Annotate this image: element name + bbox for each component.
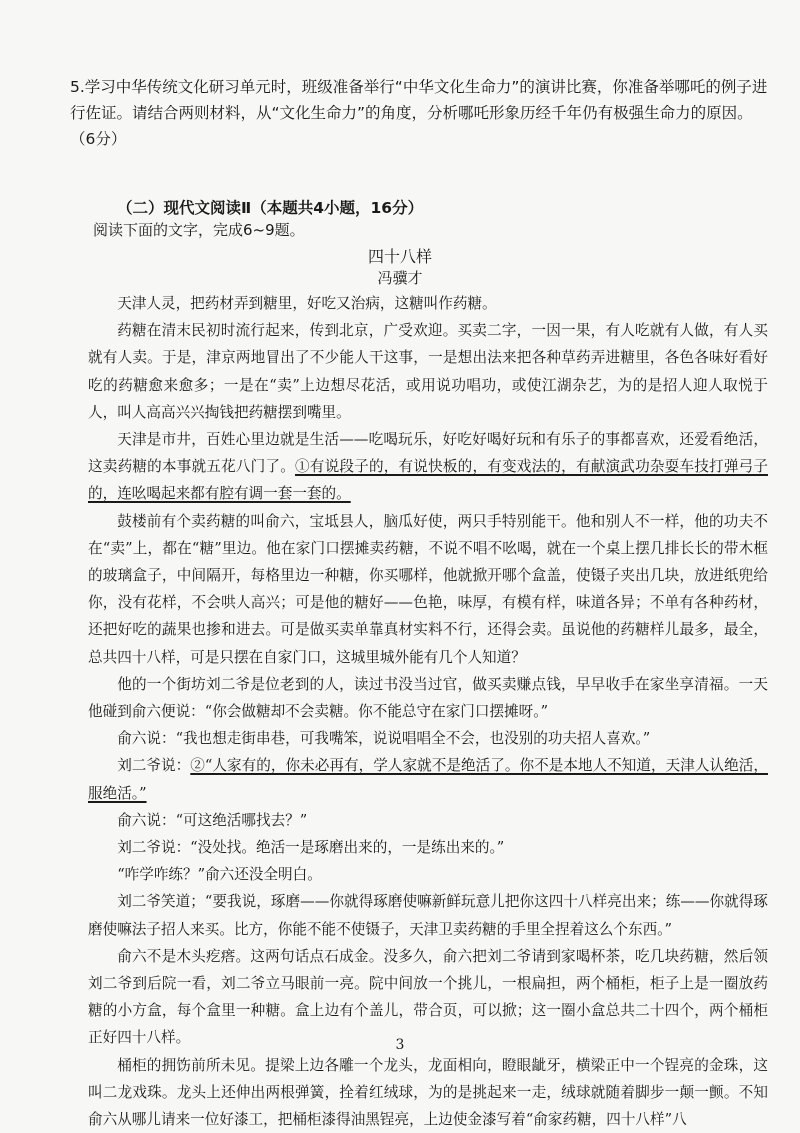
question-5: 5.学习中华传统文化研习单元时，班级准备举行“中华文化生命力”的演讲比赛，你准备举哪吒的例子进行佐证。请结合两则材料，从“文化生命力”的角度，分析哪吒形象历经千年仍有极强生命力的原因。（6分） <box>70 78 768 148</box>
paragraph: 天津人灵，把药材弄到糖里，好吃又治病，这糖叫作药糖。 <box>117 295 497 312</box>
paragraph: 天津是市井，百姓心里边就是生活——吃喝玩乐，好吃好喝好玩和有乐子的事都喜欢，还爱看绝活，这卖药糖的本事就五花八门了。①有说段子的，有说快板的，有变戏法的，有献演武功杂耍车技打弹弓子的，连吆喝起来都有腔有调一套一套的。 <box>88 431 768 503</box>
underlined-sentence-1: ①有说段子的，有说快板的，有变戏法的，有献演武功杂耍车技打弹弓子的，连吆喝起来都有腔有调一套一套的。 <box>88 458 768 503</box>
paragraph: 刘二爷说：“没处找。绝活一是琢磨出来的，一是练出来的。” <box>117 839 505 857</box>
reading-instruction: 阅读下面的文字，完成6~9题。 <box>93 221 305 239</box>
paragraph: 他的一个街坊刘二爷是位老到的人，读过书没当过官，做买卖赚点钱，早早收手在家坐享清福。一天他碰到俞六便说：“你会做糖却不会卖糖。你不能总守在家门口摆摊呀。” <box>88 675 768 721</box>
page-number: 3 <box>395 1037 405 1053</box>
paragraph: 俞六不是木头疙瘩。这两句话点石成金。没多久，俞六把刘二爷请到家喝杯茶，吃几块药糖，然后领刘二爷到后院一看，刘二爷立马眼前一亮。院中间放一个挑儿，一根扁担，两个桶柜，柜子上是一圈放药糖的小方盒，每个盒里一种糖。盒上边有个盖儿，带合页，可以掀；这一圈小盒总共二十四个，两个桶柜正好四十八样。 <box>88 947 768 1047</box>
article-body <box>88 290 768 1133</box>
paragraph: 刘二爷笑道；“要我说，琢磨——你就得琢磨使嘛新鲜玩意儿把你这四十八样亮出来；练——你就得琢磨使嘛法子招人来买。比方，你能不能不使镊子，天津卫卖药糖的手里全捏着这么个东西。” <box>88 893 768 938</box>
paragraph: 桶柜的拥饬前所未见。提梁上边各雕一个龙头，龙面相向，瞪眼龇牙，横梁正中一个锃亮的金珠，这叫二龙戏珠。龙头上还伸出两根弹簧，拴着红绒球，为的是挑起来一走，绒球就随着脚步一颠一颤。不知俞六从哪儿请来一位好漆工，把桶柜漆得油黑锃亮，上边使金漆写着“俞家药糖，四十八样”八 <box>88 1056 768 1129</box>
paragraph: “咋学咋练？”俞六还没全明白。 <box>117 866 322 884</box>
paragraph: 俞六说：“可这绝活哪找去？” <box>117 811 308 829</box>
underlined-sentence-2: ②“人家有的，你未必再有，学人家就不是绝活了。你不是本地人不知道，天津人认绝活，服绝活。” <box>88 757 768 802</box>
section-heading: （二）现代文阅读Ⅱ（本题共4小题，16分） <box>117 199 424 217</box>
paragraph: 药糖在清末民初时流行起来，传到北京，广受欢迎。买卖二字，一因一果，有人吃就有人做，有人买就有人卖。于是，津京两地冒出了不少能人干这事，一是想出法来把各种草药弄进糖里，各色各味好看好吃的药糖愈来愈多；一是在“卖”上边想尽花活，或用说功唱功，或使江湖杂艺，为的是招人迎人取悦于人，叫人高高兴兴掏钱把药糖摆到嘴里。 <box>88 322 768 421</box>
article-title: 四十八样 <box>367 247 432 266</box>
paragraph: 俞六说：“我也想走街串巷，可我嘴笨，说说唱唱全不会，也没别的功夫招人喜欢。” <box>117 730 651 748</box>
paragraph: 刘二爷说：②“人家有的，你未必再有，学人家就不是绝活了。你不是本地人不知道，天津人认绝活，服绝活。” <box>88 757 768 802</box>
paragraph: 鼓楼前有个卖药糖的叫俞六，宝坻县人，脑瓜好使，两只手特别能干。他和别人不一样，他的功夫不在“卖”上，都在“糖”里边。他在家门口摆摊卖药糖，不说不唱不吆喝，就在一个桌上摆几排长长的带木框的玻璃盒子，中间隔开，每格里边一种糖，你买哪样，他就掀开哪个盒盖，使镊子夹出几块，放进纸兜给你，没有花样，不会哄人高兴；可是他的糖好——色艳，味厚，有模有样，味道各异；不单有各种药材，还把好吃的蔬果也掺和进去。可是做买卖单靠真材实料不行，还得会卖。虽说他的药糖样儿最多，最全，总共四十八样，可是只摆在自家门口，这城里城外能有几个人知道？ <box>88 512 768 666</box>
article-author: 冯骥才 <box>377 269 423 287</box>
